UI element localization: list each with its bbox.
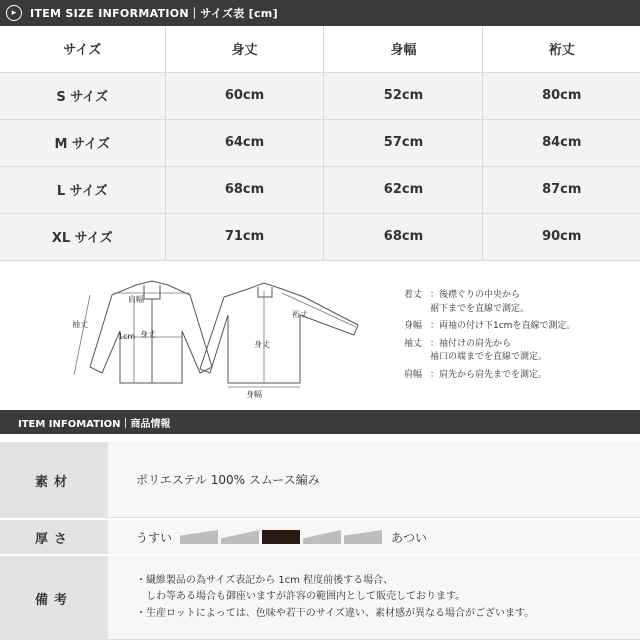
material-label: 素材 — [0, 442, 108, 518]
thickness-segment — [180, 530, 218, 544]
diagram-label-body-length: 身丈 — [140, 330, 156, 339]
remarks-value — [108, 556, 640, 640]
value-cell: 87cm — [483, 166, 640, 213]
note-cont: 裾下までを直線で測定。 — [430, 303, 530, 314]
note-item — [404, 289, 575, 303]
measurement-notes — [404, 289, 575, 382]
diagram-label-yuki: 裄丈 — [292, 310, 308, 319]
table-header-row — [0, 26, 640, 72]
thick-label: あつい — [391, 530, 428, 545]
value-cell: 68cm — [165, 166, 324, 213]
note-text: ：袖付けの肩先から — [430, 338, 512, 349]
note-text: ：肩先から肩先までを測定。 — [430, 369, 548, 380]
chevron-right-icon: ▸ — [6, 5, 22, 21]
size-cell: S サイズ — [0, 72, 165, 119]
size-cell: M サイズ — [0, 119, 165, 166]
note-item — [404, 338, 575, 352]
thickness-segment-active — [262, 530, 300, 544]
col-header: サイズ — [0, 26, 165, 72]
thickness-segment — [344, 530, 382, 544]
table-row — [0, 166, 640, 213]
value-cell: 52cm — [324, 72, 483, 119]
note-item — [404, 369, 575, 383]
value-cell: 64cm — [165, 119, 324, 166]
remark-line: ・生産ロットによっては、色味や若干のサイズ違い、素材感が異なる場合がございます。 — [136, 607, 535, 619]
thickness-segment — [303, 530, 341, 544]
note-cont: 袖口の端までを直線で測定。 — [430, 352, 548, 362]
item-info-title: ITEM INFOMATION｜商品情報 — [18, 418, 171, 430]
remarks-label: 備考 — [0, 556, 108, 640]
diagram-label-shoulder: 肩幅 — [128, 295, 144, 304]
note-key: 身幅 — [404, 321, 423, 331]
remarks-text — [136, 573, 534, 623]
table-row — [0, 119, 640, 166]
note-item — [404, 320, 575, 334]
value-cell: 80cm — [483, 72, 640, 119]
size-cell: XL サイズ — [0, 213, 165, 260]
value-cell: 90cm — [483, 213, 640, 260]
size-cell: L サイズ — [0, 166, 165, 213]
note-key: 袖丈 — [404, 338, 423, 349]
note-key: 肩幅 — [404, 369, 423, 380]
thickness-value — [108, 520, 640, 554]
diagram-label-1cm: 1cm — [118, 332, 136, 341]
col-header: 裄丈 — [483, 26, 640, 72]
value-cell: 71cm — [165, 213, 324, 260]
remarks-row — [0, 556, 640, 640]
thickness-scale — [136, 529, 427, 546]
value-cell: 68cm — [324, 213, 483, 260]
material-row — [0, 442, 640, 518]
diagram-label-length: 身丈 — [254, 340, 270, 349]
value-cell: 57cm — [324, 119, 483, 166]
col-header: 身丈 — [165, 26, 324, 72]
table-row — [0, 72, 640, 119]
diagram-label-width: 身幅 — [246, 390, 262, 399]
thickness-segment — [221, 530, 259, 544]
material-value: ポリエステル 100% スムース編み — [108, 442, 640, 518]
item-info-header — [0, 410, 640, 434]
thickness-row — [0, 520, 640, 554]
size-table — [0, 26, 640, 261]
diagram-label-sleeve: 袖丈 — [72, 320, 88, 329]
note-key: 着丈 — [404, 290, 423, 300]
note-text: ：後襟ぐりの中央から — [430, 290, 521, 300]
jacket-measurement-diagram — [60, 275, 380, 400]
remark-line: ・繊維製品の為サイズ表記から 1cm 程度前後する場合、 — [136, 574, 394, 586]
thin-label: うすい — [136, 530, 173, 545]
note-text: ：両袖の付け下1cmを直線で測定。 — [430, 321, 576, 331]
value-cell: 84cm — [483, 119, 640, 166]
size-info-title: ITEM SIZE INFORMATION｜サイズ表 [cm] — [30, 7, 278, 20]
remark-line: しわ等ある場合も御座いますが許容の範囲内として販売しております。 — [136, 591, 466, 603]
size-info-header — [0, 0, 640, 26]
value-cell: 60cm — [165, 72, 324, 119]
col-header: 身幅 — [324, 26, 483, 72]
value-cell: 62cm — [324, 166, 483, 213]
thickness-label: 厚さ — [0, 520, 108, 554]
table-row — [0, 213, 640, 260]
